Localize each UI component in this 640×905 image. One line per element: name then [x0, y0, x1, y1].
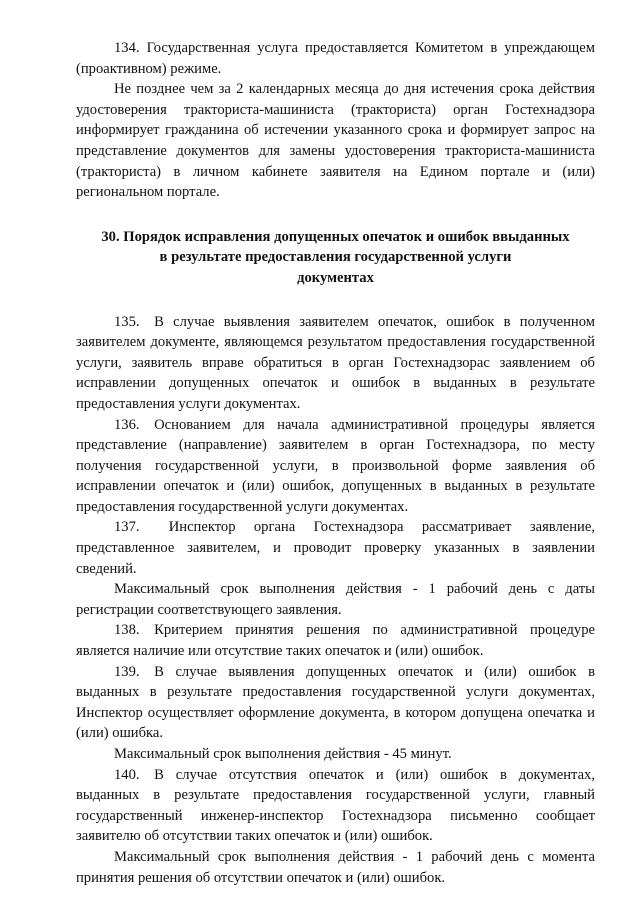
- section-heading-line-1: 30. Порядок исправления допущенных опечаток и ошибок ввыданных: [101, 228, 570, 245]
- paragraph-137-deadline: Максимальный срок выполнения действия - 1 рабочий день с даты регистрации соответствующего заявления.: [76, 581, 595, 618]
- paragraph-140: 140. В случае отсутствия опечаток и (или) ошибок в документах, выданных в результате предоставления государственной услуги, главный государственный инженер-инспектор Гостехнадзора письменно сообщает заявителю об отсутствии таких опечаток и (или) ошибок.: [76, 766, 595, 845]
- paragraph-137: 137. Инспектор органа Гостехнадзора рассматривает заявление, представленное заявителем, и проводит проверку указанных в заявлении сведений.: [76, 519, 595, 577]
- paragraph-139-deadline: Максимальный срок выполнения действия - 45 минут.: [114, 746, 452, 762]
- paragraph-134-notice: Не позднее чем за 2 календарных месяца до дня истечения срока действия удостоверения тракториста-машиниста (тракториста) орган Гостехнадзора информирует гражданина об истечении указанного срока и формирует запрос на представление документов для замены удостоверения тракториста-машиниста (тракториста) в личном кабинете заявителя на Едином портале и (или) региональном портале.: [76, 81, 595, 201]
- paragraph-134: 134. Государственная услуга предоставляется Комитетом в упреждающем (проактивном) режиме.: [76, 40, 595, 77]
- section-heading-line-2: в результате предоставления государственной услуги: [159, 249, 512, 266]
- section-heading-line-3: документах: [297, 269, 374, 286]
- paragraph-139: 139. В случае выявления допущенных опечаток и (или) ошибок в выданных в результате предоставления государственной услуги документах, Инспектор осуществляет оформление документа, в котором допущена опечатка и (или) ошибка.: [76, 663, 595, 742]
- section-heading: [76, 227, 595, 289]
- paragraph-136: 136. Основанием для начала административной процедуры является представление (направление) заявителем в орган Гостехнадзора, по месту получения государственной услуги, в произвольной форме заявления об исправлении опечаток и (или) ошибок, допущенных в выданных в результате предоставления государственной услуги документах.: [76, 416, 595, 515]
- document-page: [76, 38, 595, 888]
- paragraph-140-deadline: Максимальный срок выполнения действия - 1 рабочий день с момента принятия решения об отсутствии опечаток и (или) ошибок.: [76, 848, 595, 886]
- paragraph-135: 135. В случае выявления заявителем опечаток, ошибок в полученном заявителем документе, являющемся результатом предоставления государственной услуги, заявитель вправе обратиться в орган Гостехнадзорас заявлением об исправлении допущенных опечаток и ошибок в выданных в результате предоставления услуги документах.: [76, 313, 595, 412]
- paragraph-138: 138. Критерием принятия решения по административной процедуре является наличие или отсутствие таких опечаток и (или) ошибок.: [76, 622, 595, 660]
